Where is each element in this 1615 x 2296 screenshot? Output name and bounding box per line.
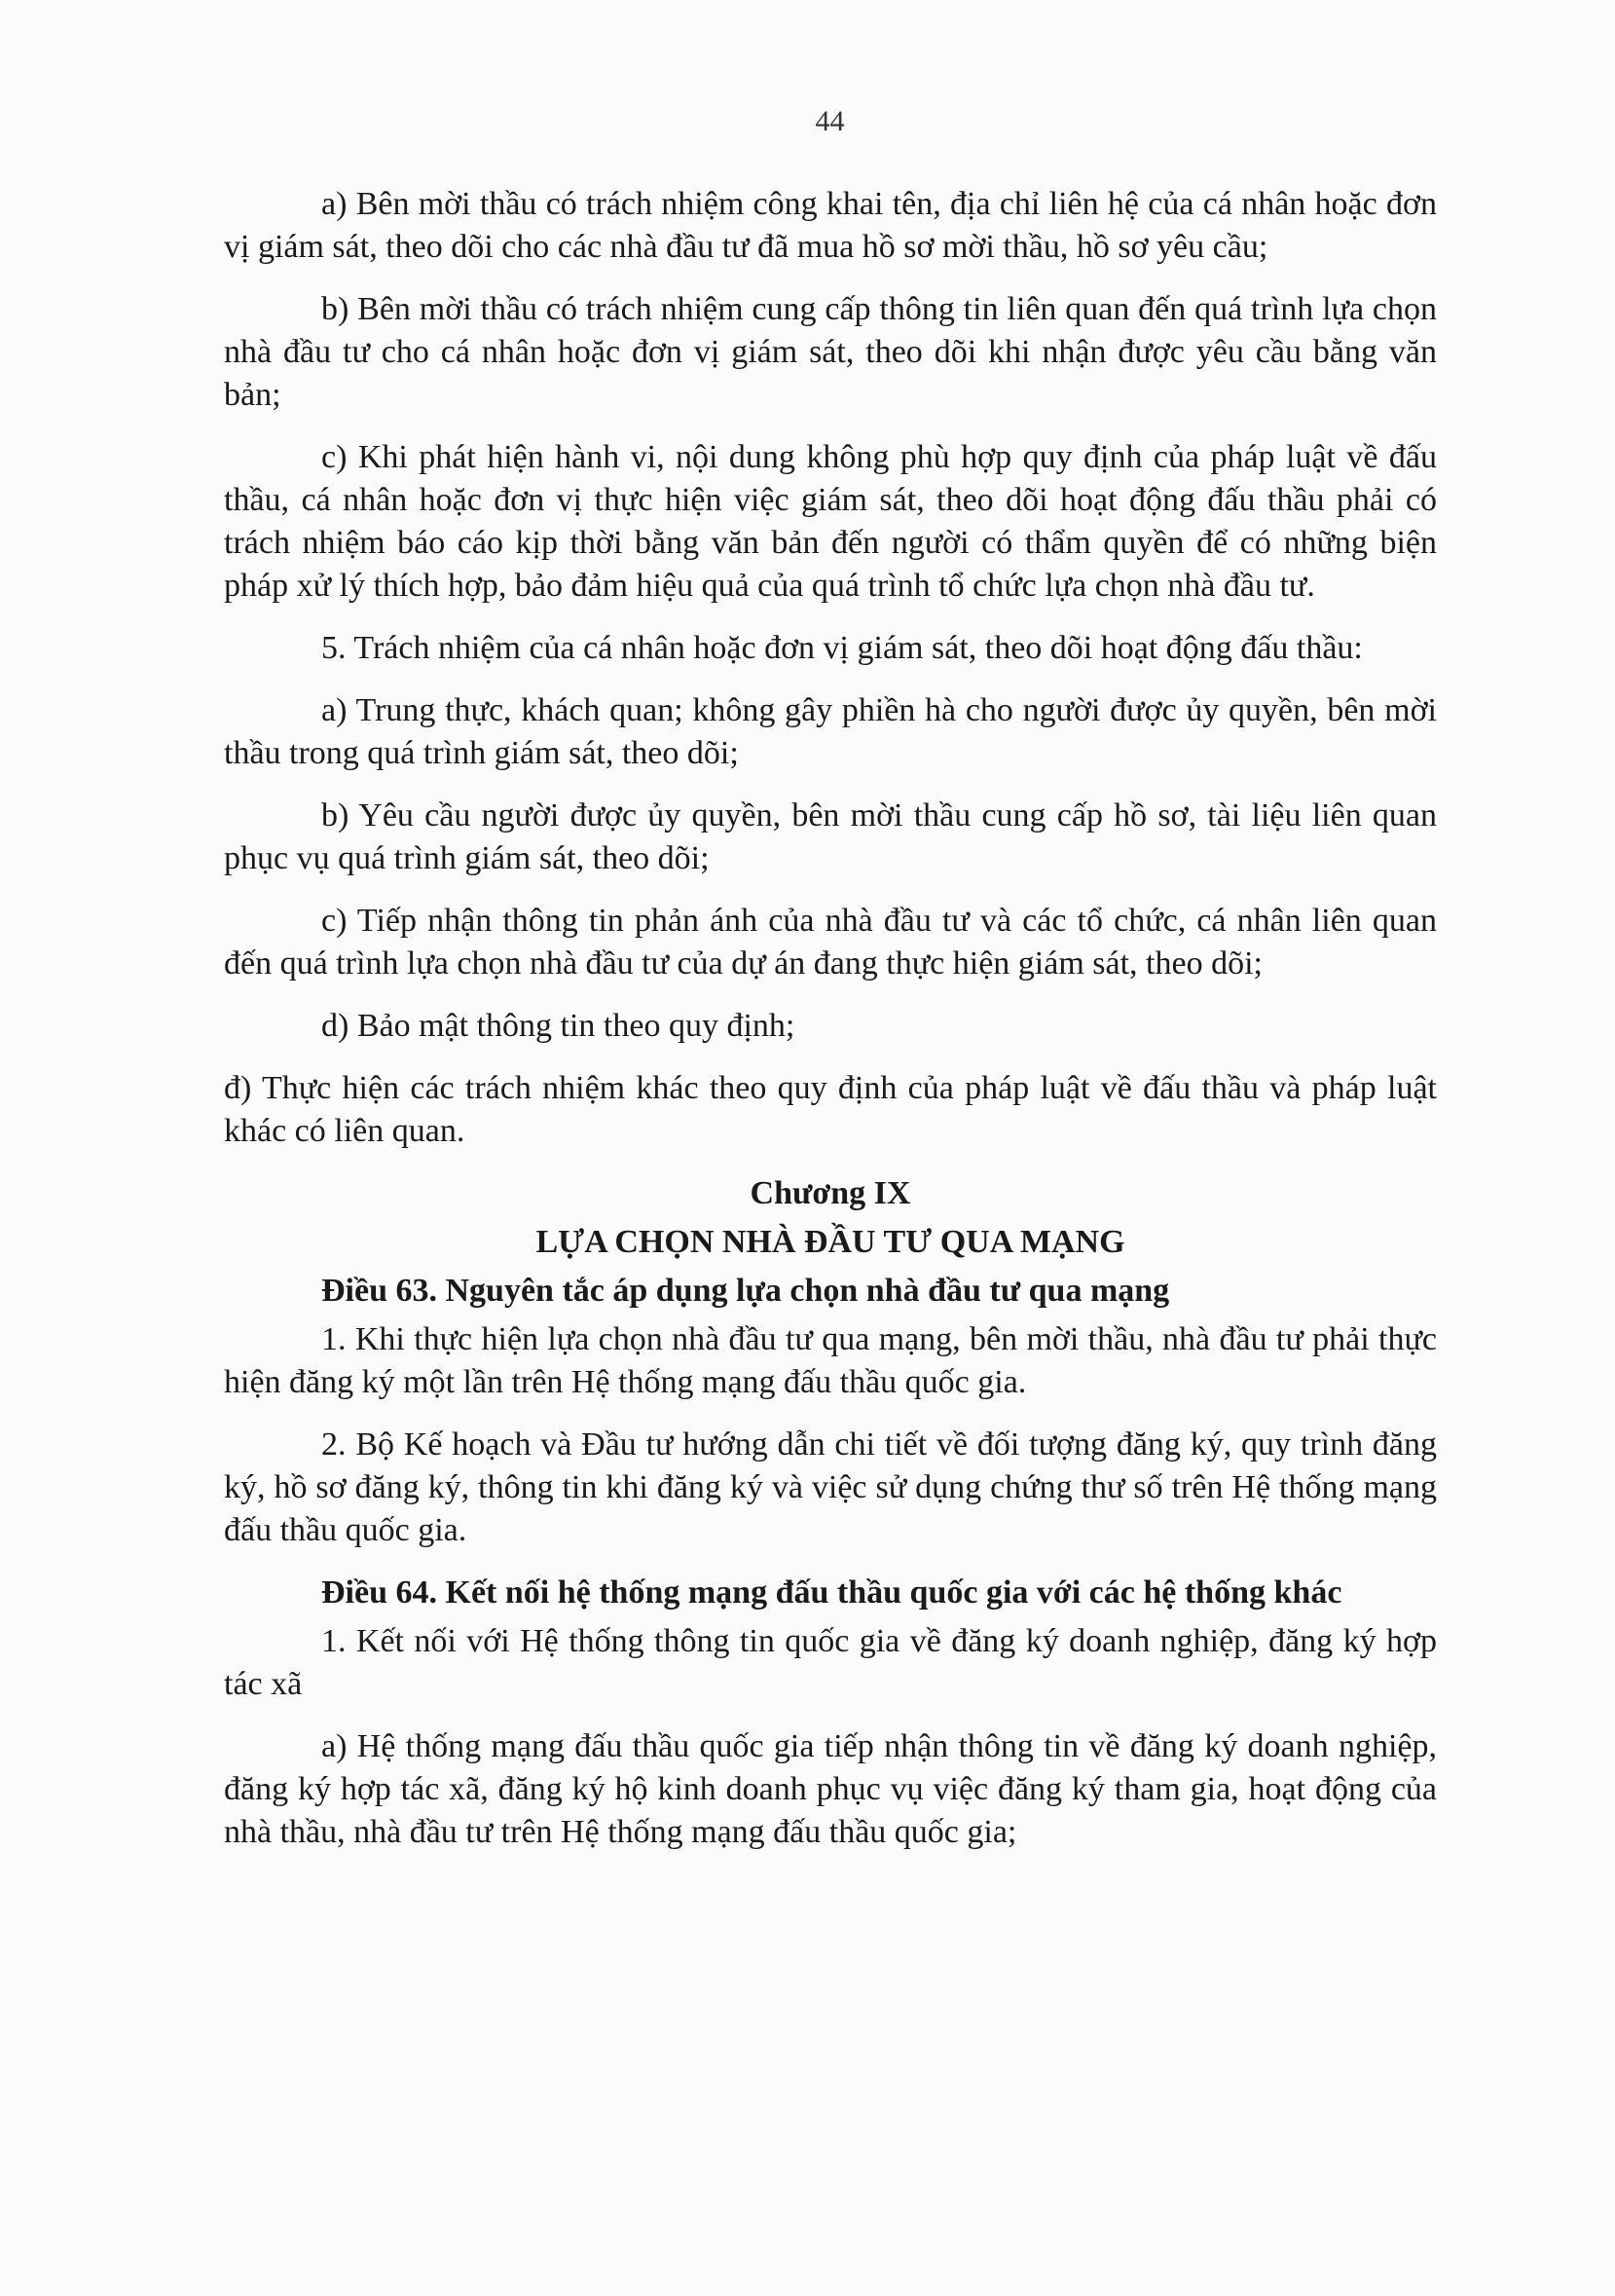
paragraph: c) Tiếp nhận thông tin phản ánh của nhà đầu tư và các tổ chức, cá nhân liên quan đến quá trình lựa chọn nhà đầu tư của dự án đang thực hiện giám sát, theo dõi;	[224, 903, 1437, 981]
paragraph: d) Bảo mật thông tin theo quy định;	[321, 1008, 795, 1044]
article-63-heading: Điều 63. Nguyên tắc áp dụng lựa chọn nhà đầu tư qua mạng	[321, 1273, 1170, 1309]
chapter-title: LỰA CHỌN NHÀ ĐẦU TƯ QUA MẠNG	[535, 1224, 1125, 1260]
paragraph: b) Bên mời thầu có trách nhiệm cung cấp thông tin liên quan đến quá trình lựa chọn nhà đầu tư cho cá nhân hoặc đơn vị giám sát, theo dõi khi nhận được yêu cầu bằng văn bản;	[224, 291, 1437, 413]
paragraph: c) Khi phát hiện hành vi, nội dung không phù hợp quy định của pháp luật về đấu thầu, cá nhân hoặc đơn vị thực hiện việc giám sát, theo dõi hoạt động đấu thầu phải có trách nhiệm báo cáo kịp thời bằng văn bản đến người có thẩm quyền để có những biện pháp xử lý thích hợp, bảo đảm hiệu quả của quá trình tổ chức lựa chọn nhà đầu tư.	[224, 439, 1437, 604]
paragraph: 1. Khi thực hiện lựa chọn nhà đầu tư qua mạng, bên mời thầu, nhà đầu tư phải thực hiện đăng ký một lần trên Hệ thống mạng đấu thầu quốc gia.	[224, 1321, 1437, 1400]
paragraph: 1. Kết nối với Hệ thống thông tin quốc gia về đăng ký doanh nghiệp, đăng ký hợp tác xã	[224, 1623, 1437, 1702]
document-body	[224, 183, 1437, 1873]
article-64-heading: Điều 64. Kết nối hệ thống mạng đấu thầu quốc gia với các hệ thống khác	[321, 1574, 1342, 1611]
paragraph: a) Bên mời thầu có trách nhiệm công khai tên, địa chỉ liên hệ của cá nhân hoặc đơn vị giám sát, theo dõi cho các nhà đầu tư đã mua hồ sơ mời thầu, hồ sơ yêu cầu;	[224, 186, 1437, 265]
page-number: 44	[815, 105, 845, 137]
paragraph: a) Trung thực, khách quan; không gây phiền hà cho người được ủy quyền, bên mời thầu trong quá trình giám sát, theo dõi;	[224, 692, 1437, 771]
paragraph: a) Hệ thống mạng đấu thầu quốc gia tiếp nhận thông tin về đăng ký doanh nghiệp, đăng ký hợp tác xã, đăng ký hộ kinh doanh phục vụ việc đăng ký tham gia, hoạt động của nhà thầu, nhà đầu tư trên Hệ thống mạng đấu thầu quốc gia;	[224, 1728, 1437, 1850]
chapter-number: Chương IX	[750, 1175, 911, 1211]
paragraph: 2. Bộ Kế hoạch và Đầu tư hướng dẫn chi tiết về đối tượng đăng ký, quy trình đăng ký, hồ sơ đăng ký, thông tin khi đăng ký và việc sử dụng chứng thư số trên Hệ thống mạng đấu thầu quốc gia.	[224, 1426, 1437, 1548]
paragraph: đ) Thực hiện các trách nhiệm khác theo quy định của pháp luật về đấu thầu và pháp luật khác có liên quan.	[224, 1070, 1437, 1149]
paragraph: 5. Trách nhiệm của cá nhân hoặc đơn vị giám sát, theo dõi hoạt động đấu thầu:	[321, 630, 1363, 666]
paragraph: b) Yêu cầu người được ủy quyền, bên mời thầu cung cấp hồ sơ, tài liệu liên quan phục vụ quá trình giám sát, theo dõi;	[224, 797, 1437, 876]
